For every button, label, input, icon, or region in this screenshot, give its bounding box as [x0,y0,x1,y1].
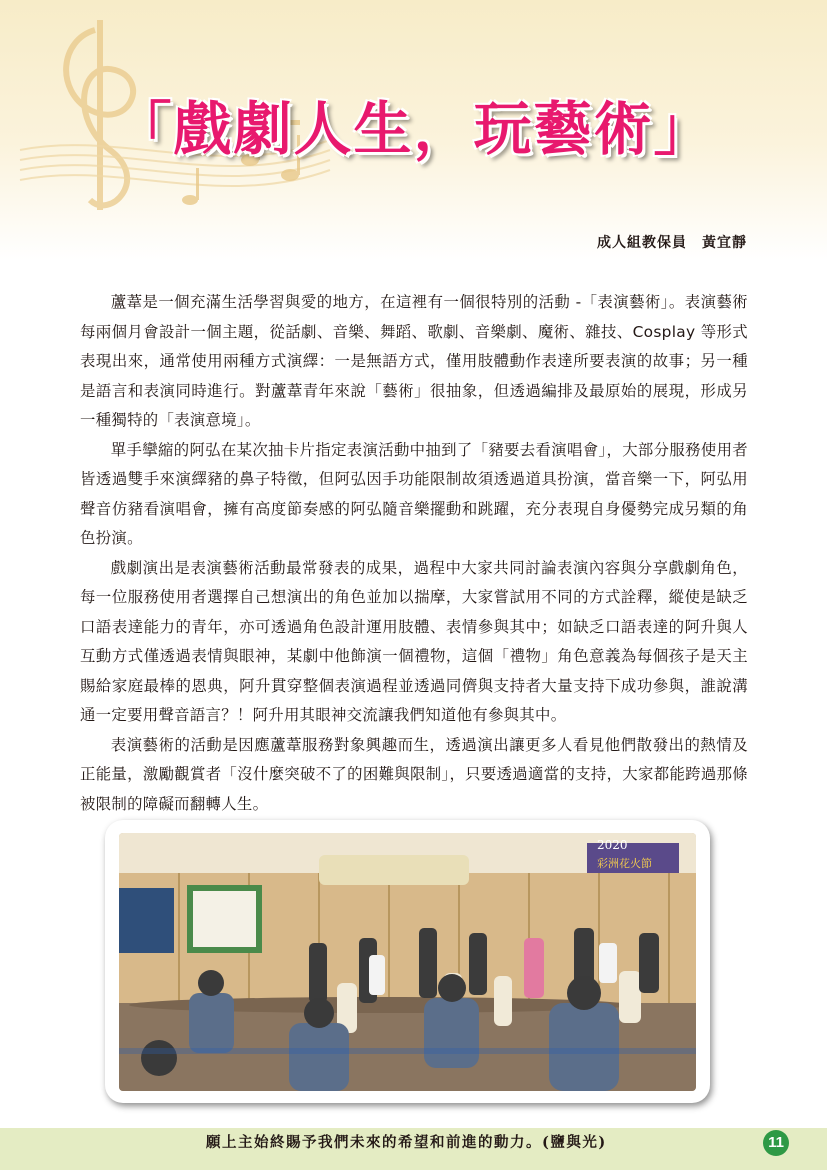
performance-photo [119,833,696,1091]
paragraph: 表演藝術的活動是因應蘆葦服務對象興趣而生，透過演出讓更多人看見他們散發出的熱情及正能量，激勵觀賞者「沒什麼突破不了的困難與限制」，只要透過適當的支持，大家都能跨過那條被限制的障礙而翻轉人生。 [80,735,748,813]
photo-frame [105,820,710,1103]
page-number-badge: 11 [763,1130,789,1156]
paragraph: 蘆葦是一個充滿生活學習與愛的地方，在這裡有一個很特別的活動 -「表演藝術」。表演藝術每兩個月會設計一個主題，從話劇、音樂、舞蹈、歌劇、音樂劇、魔術、雜技、Cosplay 等形式表現出來，通常使用兩種方式演繹：一是無語方式，僅用肢體動作表達所要表演的故事；另一種是語言和表演同時進行。對蘆葦青年來說「藝術」很抽象，但透過編排及最原始的展現，形成另一種獨特的「表演意境」。 [80,293,748,429]
footer-quote: 願上主始終賜予我們未來的希望和前進的動力。(鹽與光) [206,1134,607,1151]
paragraph: 單手攣縮的阿弘在某次抽卡片指定表演活動中抽到了「豬要去看演唱會」，大部分服務使用者皆透過雙手來演繹豬的鼻子特徵，但阿弘因手功能限制故須透過道具扮演，當音樂一下，阿弘用聲音仿豬看演唱會，擁有高度節奏感的阿弘隨音樂擺動和跳躍，充分表現自身優勢完成另類的角色扮演。 [80,440,748,547]
article-body [80,288,748,819]
author-line: 成人組教保員 黃宜靜 [597,235,747,251]
article-title: 「戲劇人生，玩藝術」 [113,95,714,163]
paragraph: 戲劇演出是表演藝術活動最常發表的成果，過程中大家共同討論表演內容與分享戲劇角色，每一位服務使用者選擇自己想演出的角色並加以揣摩，大家嘗試用不同的方式詮釋，縱使是缺乏口語表達能力的青年，亦可透過角色設計運用肢體、表情參與其中；如缺乏口語表達的阿升與人互動方式僅透過表情與眼神，某劇中他飾演一個禮物，這個「禮物」角色意義為每個孩子是天主賜給家庭最棒的恩典，阿升貫穿整個表演過程並透過同儕與支持者大量支持下成功參與，誰說溝通一定要用聲音語言？！阿升用其眼神交流讓我們知道他有參與其中。 [80,558,748,724]
photo-sign-text: 彩洲花火節 [597,857,652,870]
photo-banner-text: 2020 [597,838,628,852]
